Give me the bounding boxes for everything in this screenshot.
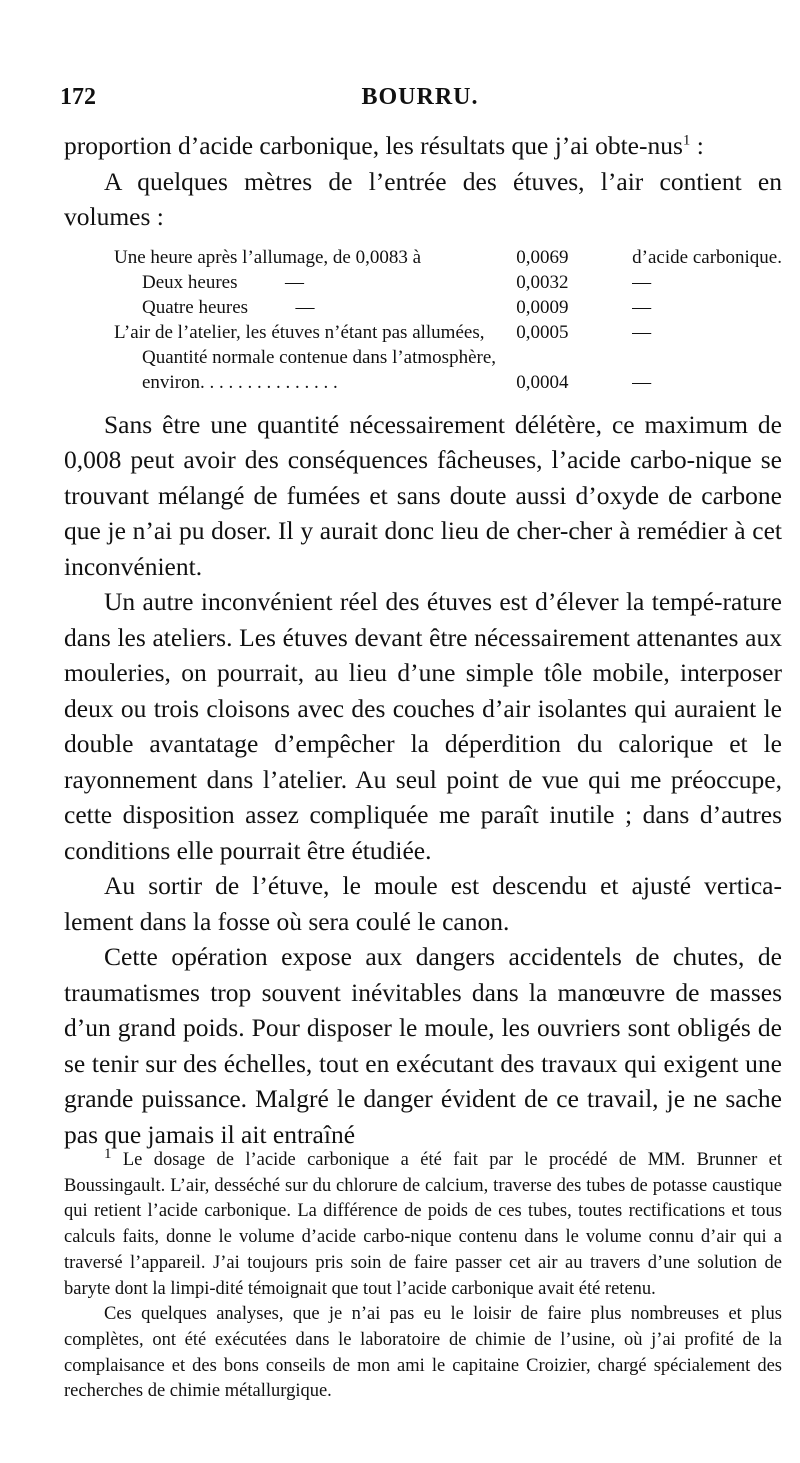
- paragraph-4: Un autre inconvénient réel des étuves est d’élever la tempé-rature dans les ateliers. Les étuves devant être nécessairement attenantes aux mouleries, on pourrait, au lieu d’une simple tôle mobile, interposer deux ou trois cloisons avec des couches d’air isolantes qui auraient le double avantatage d’empêcher la déperdition du calorique et le rayonnement dans l’atelier. Au seul point de vue qui me préoccupe, cette disposition assez compliquée me paraît inutile ; dans d’autres conditions elle pourrait être étudiée.: [64, 587, 782, 865]
- page-number: 172: [60, 84, 96, 110]
- table-row: [114, 345, 782, 370]
- row-label: Une heure après l’allumage, de 0,0083 à: [114, 246, 422, 268]
- row-label: environ. . . . . . . . . . . . . . .: [142, 371, 338, 393]
- row-value: 0,0005: [516, 321, 569, 343]
- paragraph-6: Cette opération expose aux dangers accidentels de chutes, de traumatismes trop souvent inévitables dans la manœuvre de masses d’un grand poids. Pour disposer le moule, les ouvriers sont obligés de se tenir sur des échelles, tout en exécutant des travaux qui exigent une grande puissance. Malgré le danger évident de ce travail, je ne sache pas que jamais il ait entraîné: [64, 942, 782, 1149]
- table-row: [114, 370, 782, 395]
- co2-measurements-table: [114, 245, 782, 395]
- row-unit: d’acide carbonique.: [632, 246, 782, 268]
- table-row: [114, 320, 782, 345]
- table-row: [114, 295, 782, 320]
- running-title: BOURRU.: [361, 84, 479, 110]
- row-label: Deux heures —: [142, 271, 304, 293]
- row-label: Quantité normale contenue dans l’atmosphère,: [142, 346, 497, 368]
- row-label: Quatre heures —: [142, 296, 315, 318]
- row-unit: —: [632, 321, 652, 343]
- row-value: 0,0032: [516, 271, 569, 293]
- paragraph-5: Au sortir de l’étuve, le moule est descendu et ajusté vertica-lement dans la fosse où sera coulé le canon.: [64, 871, 782, 936]
- paragraph-2: A quelques mètres de l’entrée des étuves, l’air contient en volumes :: [64, 166, 782, 231]
- row-unit: —: [632, 296, 652, 318]
- footnote-mark: 1: [104, 1145, 112, 1162]
- footnotes: [64, 1145, 782, 1405]
- row-unit: —: [632, 371, 652, 393]
- footnote-1: $^1$ Le dosage de l’acide carbonique a été fait par le procédé de MM. Brunner et Boussingault. L’air, desséché sur du chlorure de calcium, traverse des tubes de potasse caustique qui retient l’acide carbonique. La différence de poids de ces tubes, toutes rectifications et tous calculs faits, donne le volume d’acide carbo-nique contenu dans le volume connu d’air qui a traversé l’appareil. J’ai toujours pris soin de faire passer cet air au travers d’une solution de baryte dont la limpi-dité témoignait que tout l’acide carbonique avait été retenu.: [64, 1145, 782, 1299]
- footnote-continuation: Ces quelques analyses, que je n’ai pas eu le loisir de faire plus nombreuses et plus complètes, ont été exécutées dans le laboratoire de chimie de l’usine, où j’ai profité de la complaisance et des bons conseils de mon ami le capitaine Croizier, chargé spécialement des recherches de chimie métallurgique.: [64, 1304, 782, 1402]
- main-text: [64, 128, 782, 1152]
- page-header: [60, 84, 780, 116]
- paragraph-1: proportion d’acide carbonique, les résultats que j’ai obte-nus$^1$ :: [64, 131, 704, 160]
- row-value: 0,0069: [516, 246, 569, 268]
- row-value: [516, 345, 632, 370]
- row-label: L’air de l’atelier, les étuves n’étant pas allumées,: [114, 321, 485, 343]
- paragraph-3: Sans être une quantité nécessairement délétère, ce maximum de 0,008 peut avoir des conséquences fâcheuses, l’acide carbo-nique se trouvant mélangé de fumées et sans doute aussi d’oxyde de carbone que je n’ai pu doser. Il y aurait donc lieu de cher-cher à remédier à cet inconvénient.: [64, 409, 782, 581]
- row-unit: —: [632, 271, 652, 293]
- row-value: 0,0009: [516, 296, 569, 318]
- footnote-ref: 1: [682, 132, 691, 149]
- row-value: 0,0004: [516, 371, 569, 393]
- table-row: [114, 270, 782, 295]
- table-row: [114, 245, 782, 270]
- row-unit: [632, 345, 782, 370]
